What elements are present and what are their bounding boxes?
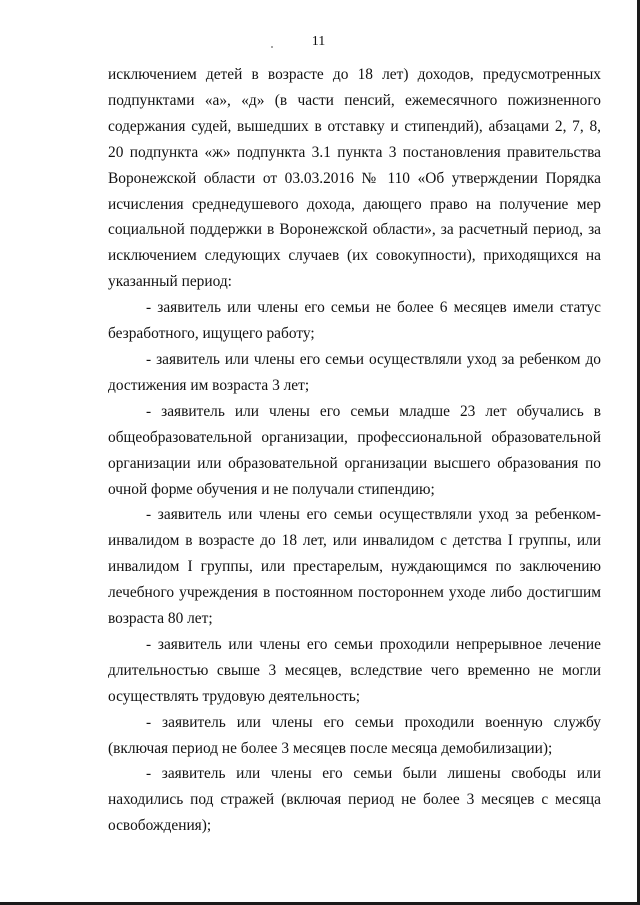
paragraph-unemployed: - заявитель или члены его семьи не более 6 месяцев имели статус безработного, ищущего работу; — [108, 299, 601, 343]
paragraph-military-service: - заявитель или члены его семьи проходили военную службу (включая период не более 3 месяцев после месяца демобилизации); — [108, 713, 601, 757]
paragraph-continuation: исключением детей в возрасте до 18 лет) доходов, предусмотренных подпунктами «а», «д» (в части пенсий, ежемесячного пожизненного содержания судей, вышедших в отставку и стипендий), абзацами 2, 7, 8, 20 подпункта «ж» подпункта 3.1 пункта 3 постановления правительства Воронежской области от 03.03.2016 № 110 «Об утверждении Порядка исчисления среднедушевого дохода, дающего право на получение мер социальной поддержки в Воронежской области», за расчетный период, за исключением следующих случаев (их совокупности), приходящихся на указанный период: — [108, 66, 601, 291]
paragraph-medical-treatment: - заявитель или члены его семьи проходили непрерывное лечение длительностью свыше 3 месяцев, вследствие чего временно не могли осуществлять трудовую деятельность; — [108, 635, 601, 705]
paragraph-students: - заявитель или члены его семьи младше 23 лет обучались в общеобразовательной организации, профессиональной образовательной организации или образовательной организации высшего образования по очной форме обучения и не получали стипендию; — [108, 402, 601, 498]
body-text — [108, 62, 601, 839]
paragraph-childcare: - заявитель или члены его семьи осуществляли уход за ребенком до достижения им возраста 3 лет; — [108, 350, 601, 394]
paragraph-imprisonment: - заявитель или члены его семьи были лишены свободы или находились под стражей (включая период не более 3 месяцев с месяца освобождения); — [108, 765, 601, 835]
page-number: 11 — [311, 34, 326, 49]
paragraph-disabled-care: - заявитель или члены его семьи осуществляли уход за ребенком-инвалидом в возрасте до 18 лет, или инвалидом с детства I группы, или инвалидом I группы, или престарелым, нуждающимся по заключению лечебного учреждения в постоянном постороннем уходе либо достигшим возраста 80 лет; — [108, 506, 601, 628]
